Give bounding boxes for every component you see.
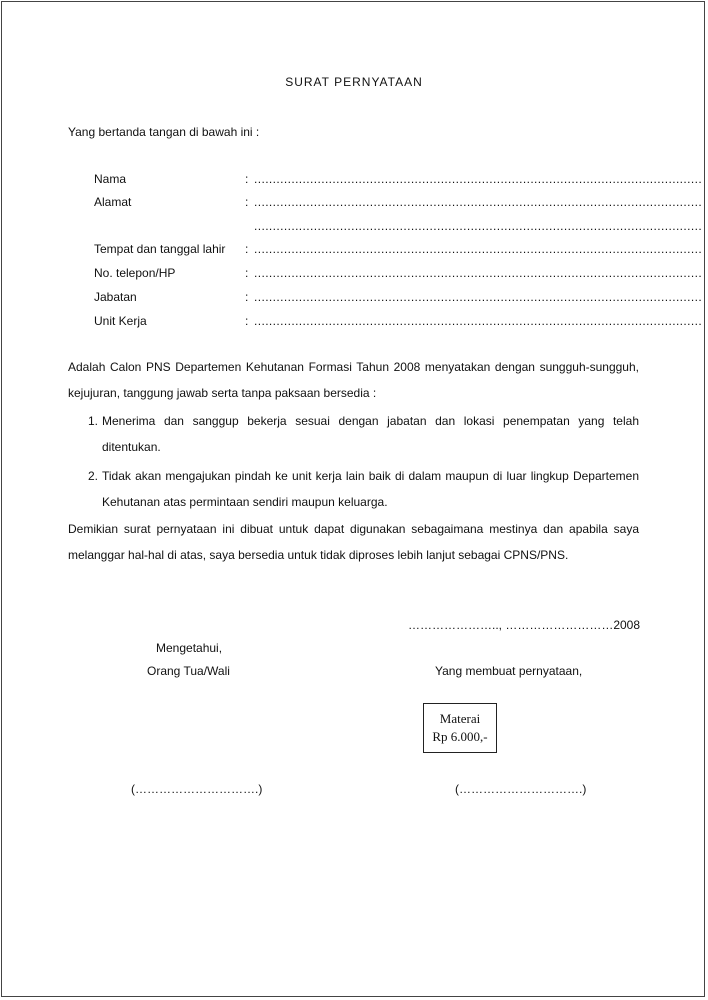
field-label-nama: Nama <box>94 172 127 186</box>
left-sign-role: Orang Tua/Wali <box>147 664 230 678</box>
field-label-jabatan: Jabatan <box>94 290 137 304</box>
statement-paragraph: Adalah Calon PNS Departemen Kehutanan Formasi Tahun 2008 menyatakan dengan sungguh-sungguh, kejujuran, tanggung jawab serta tanpa paksaan bersedia : <box>68 360 639 400</box>
field-label-alamat: Alamat <box>94 195 132 209</box>
field-dots-jabatan: ........................................................................................................................ <box>254 290 703 304</box>
field-colon: : <box>245 172 249 186</box>
field-dots-alamat-2: ........................................................................................................................ <box>254 219 703 233</box>
item-number-2: 2. <box>88 469 99 483</box>
left-sign-name: (………………………….) <box>131 782 263 796</box>
item-text-2: Tidak akan mengajukan pindah ke unit kerja lain baik di dalam maupun di luar lingkup Departemen Kehutanan atas permintaan sendiri maupun keluarga. <box>102 469 639 509</box>
field-dots-unit-kerja: ........................................................................................................................ <box>254 314 703 328</box>
materai-value: Rp 6.000,- <box>432 729 488 744</box>
left-sign-mengetahui: Mengetahui, <box>156 641 223 655</box>
field-label-ttl: Tempat dan tanggal lahir <box>94 242 226 256</box>
field-colon: : <box>245 290 249 304</box>
item-number-1: 1. <box>88 414 99 428</box>
field-dots-alamat: ........................................................................................................................ <box>254 195 703 209</box>
item-text-1: Menerima dan sanggup bekerja sesuai dengan jabatan dan lokasi penempatan yang telah ditentukan. <box>102 414 639 454</box>
field-label-telepon: No. telepon/HP <box>94 266 176 280</box>
field-dots-nama: ........................................................................................................................ <box>254 172 703 186</box>
field-dots-ttl: ........................................................................................................................ <box>254 242 703 256</box>
field-colon: : <box>245 314 249 328</box>
right-sign-name: (………………………….) <box>455 782 587 796</box>
right-sign-role: Yang membuat pernyataan, <box>435 664 583 678</box>
materai-stamp-box <box>423 703 497 753</box>
field-colon: : <box>245 242 249 256</box>
field-label-unit-kerja: Unit Kerja <box>94 314 147 328</box>
field-colon: : <box>245 266 249 280</box>
closing-paragraph: Demikian surat pernyataan ini dibuat untuk dapat digunakan sebagaimana mestinya dan apabila saya melanggar hal-hal di atas, saya bersedia untuk tidak diproses lebih lanjut sebagai CPNS/PNS. <box>68 522 639 562</box>
document-title: SURAT PERNYATAAN <box>285 75 423 89</box>
field-dots-telepon: ........................................................................................................................ <box>254 266 703 280</box>
intro-text: Yang bertanda tangan di bawah ini : <box>68 125 260 139</box>
materai-label: Materai <box>439 711 481 726</box>
place-date: ………………….., ………………………2008 <box>408 618 641 632</box>
field-colon: : <box>245 195 249 209</box>
